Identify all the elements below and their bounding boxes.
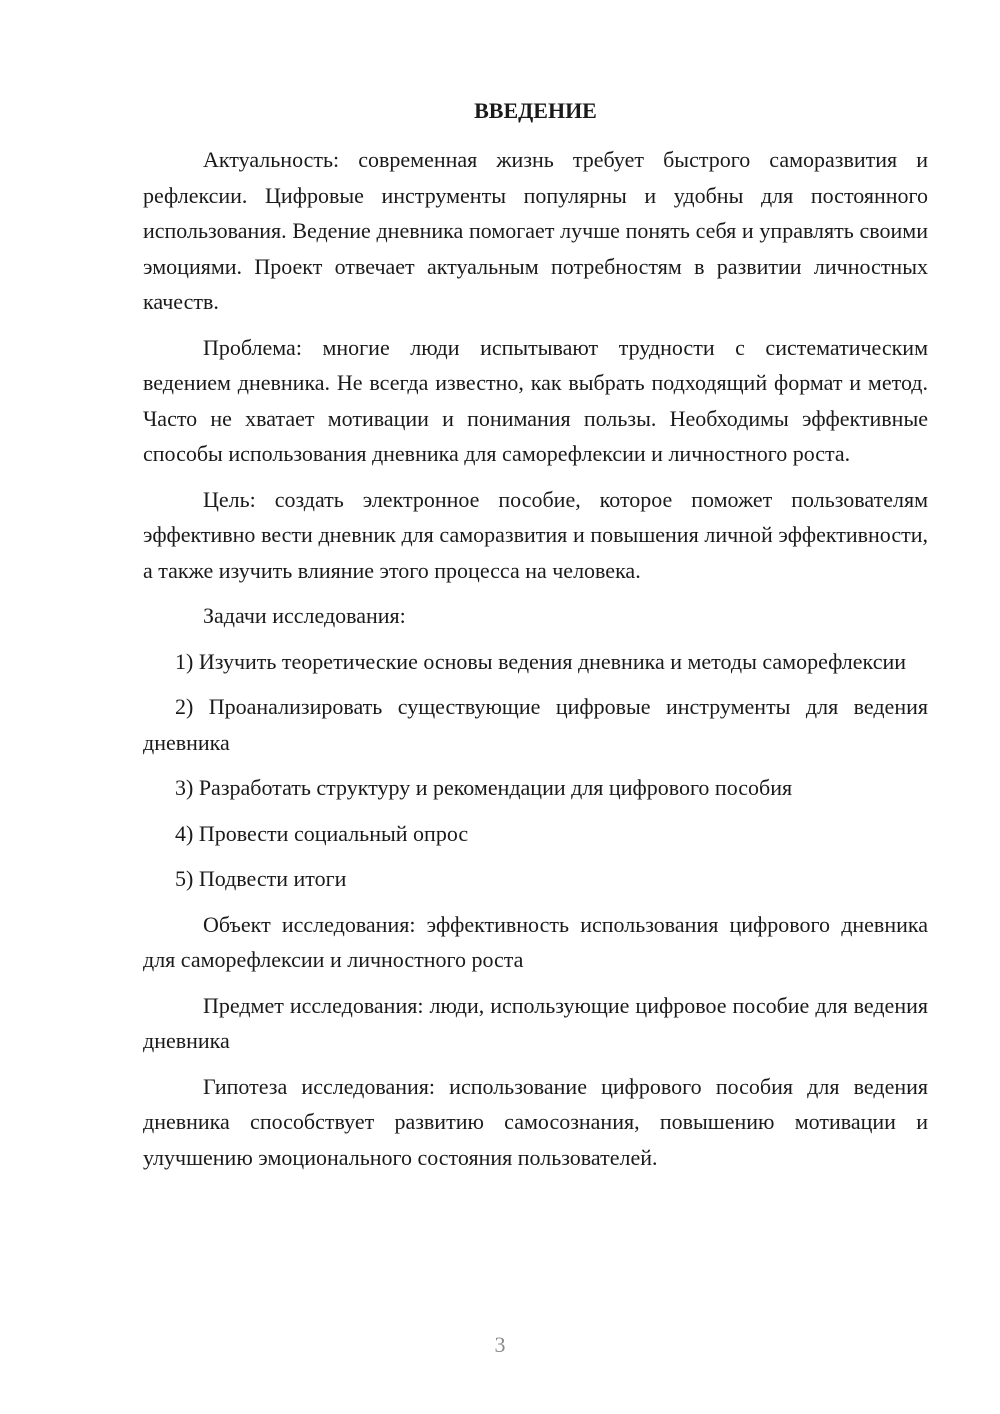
paragraph-problem: Проблема: многие люди испытывают трудности с систематическим ведением дневника. Не всегда известно, как выбрать подходящий формат и метод. Часто не хватает мотивации и понимания пользы. Необходимы эффективные способы использования дневника для саморефлексии и личностного роста.: [143, 334, 928, 466]
list-item: 3) Разработать структуру и рекомендации для цифрового пособия: [175, 775, 793, 800]
list-item: 1) Изучить теоретические основы ведения дневника и методы саморефлексии: [175, 648, 907, 674]
list-item: 2) Проанализировать существующие цифровые инструменты для ведения дневника: [143, 694, 928, 755]
paragraph-relevance: Актуальность: современная жизнь требует быстрого саморазвития и рефлексии. Цифровые инструменты популярны и удобны для постоянного использования. Ведение дневника помогает лучше понять себя и управлять своими эмоциями. Проект отвечает актуальным потребностям в развитии личностных качеств.: [143, 147, 928, 314]
page-number: 3: [494, 1332, 506, 1357]
paragraph-goal: Цель: создать электронное пособие, которое поможет пользователям эффективно вести дневник для саморазвития и повышения личной эффективности, а также изучить влияние этого процесса на человека.: [143, 486, 928, 583]
list-item: 4) Провести социальный опрос: [175, 820, 469, 846]
paragraph-subject: Предмет исследования: люди, использующие цифровое пособие для ведения дневника: [143, 992, 928, 1053]
section-title: ВВЕДЕНИЕ: [474, 98, 597, 123]
paragraph-object: Объект исследования: эффективность использования цифрового дневника для саморефлексии и личностного роста: [143, 911, 928, 972]
paragraph-hypothesis: Гипотеза исследования: использование цифрового пособия для ведения дневника способствует развитию самосознания, повышению мотивации и улучшению эмоционального состояния пользователей.: [143, 1073, 928, 1170]
tasks-heading: Задачи исследования:: [203, 603, 406, 628]
document-page: [143, 96, 928, 1185]
list-item: 5) Подвести итоги: [175, 866, 347, 891]
tasks-list: [143, 644, 928, 897]
